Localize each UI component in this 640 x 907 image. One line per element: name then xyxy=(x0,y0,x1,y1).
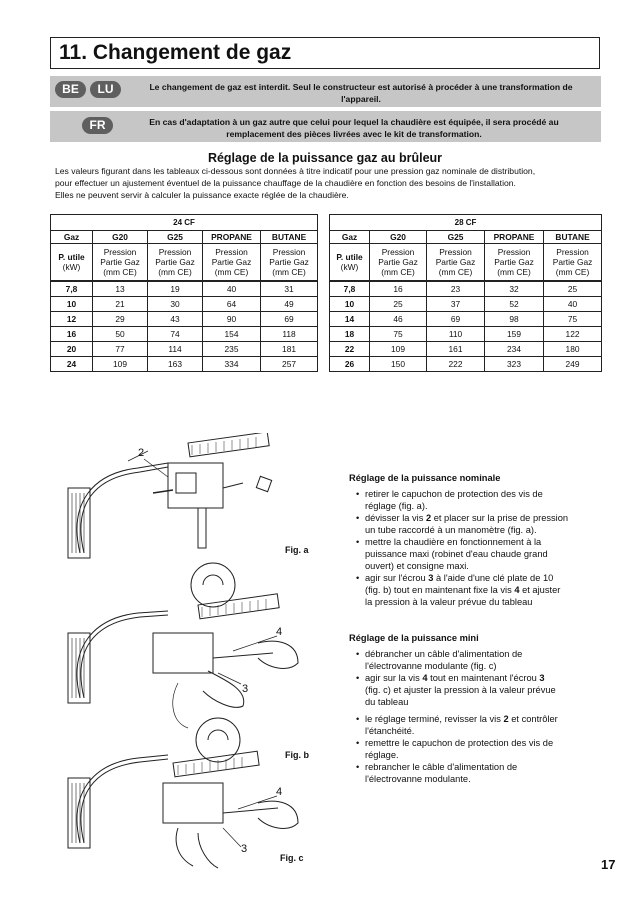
table-unit-row: P. utile (kW) Pression Partie Gaz (mm CE) Pression Partie Gaz (mm CE) Pression Partie Gaz (mm CE) Pression Partie Gaz (mm CE) xyxy=(51,244,318,282)
table-row: 7,8 13 19 40 31 xyxy=(51,281,318,297)
table-row: 10 21 30 64 49 xyxy=(51,297,318,312)
instruction-item: • agir sur la vis 4 tout en maintenant l'écrou 3 (fig. c) et ajuster la pression à la valeur prévue du tableau xyxy=(349,672,604,708)
callout-4-fig-b: 4 xyxy=(276,626,283,638)
callout-3-fig-c: 3 xyxy=(241,843,248,855)
instruction-item: • rebrancher le câble d'alimentation de l'électrovanne modulante. xyxy=(349,761,604,785)
table-row: 26 150 222 323 249 xyxy=(330,357,602,372)
note-fr-text: En cas d'adaptation à un gaz autre que celui pour lequel la chaudière est équipée, il sera procédé au remplacement des pièces livrées avec le kit de transformation. xyxy=(149,117,559,139)
instruction-item: • mettre la chaudière en fonctionnement à la puissance maxi (robinet d'eau chaude grand ouvert) et consigne maxi. xyxy=(349,536,604,572)
table-header-row: Gaz G20 G25 PROPANE BUTANE xyxy=(330,231,602,244)
section-intro: Les valeurs figurant dans les tableaux ci-dessous sont données à titre indicatif pour une pression gaz nominale de distribution, pour effectuer un ajustement éventuel de la puissance chauffage de la chaudière en fonction des besoins de l'installation. Elles ne peuvent servir à calculer la puissance exacte réglée de la chaudière. xyxy=(55,166,536,200)
badge-fr: FR xyxy=(82,117,113,134)
figure-b-label: Fig. b xyxy=(285,750,309,760)
table-row: 16 50 74 154 118 xyxy=(51,327,318,342)
figure-c-label: Fig. c xyxy=(280,853,304,863)
table-24cf xyxy=(50,214,318,372)
note-be-lu xyxy=(50,76,601,107)
section-title: Réglage de la puissance gaz au brûleur xyxy=(207,151,443,165)
final-list xyxy=(349,713,604,785)
figure-a-label: Fig. a xyxy=(285,545,309,555)
table-row: 14 46 69 98 75 xyxy=(330,312,602,327)
instruction-item: • dévisser la vis 2 et placer sur la prise de pression un tube raccordé à un manomètre (fig. a). xyxy=(349,512,604,536)
mini-list xyxy=(349,648,604,708)
table-row: 10 25 37 52 40 xyxy=(330,297,602,312)
table-28cf xyxy=(329,214,602,372)
instruction-item: • agir sur l'écrou 3 à l'aide d'une clé plate de 10 (fig. b) tout en maintenant fixe la vis 4 et ajuster la pression à la valeur prévue du tableau xyxy=(349,572,604,608)
badge-be: BE xyxy=(55,81,86,98)
nominal-title: Réglage de la puissance nominale xyxy=(349,473,501,483)
instruction-item: • retirer le capuchon de protection des vis de réglage (fig. a). xyxy=(349,488,604,512)
table-row: 20 77 114 235 181 xyxy=(51,342,318,357)
mini-title: Réglage de la puissance mini xyxy=(349,633,479,643)
adjustment-illustrations xyxy=(58,433,328,873)
table-row: 18 75 110 159 122 xyxy=(330,327,602,342)
note-be-text: Le changement de gaz est interdit. Seul le constructeur est autorisé à procéder à une transformation de l'appareil. xyxy=(149,82,573,104)
table-model: 28 CF xyxy=(330,215,602,231)
table-row: 7,8 16 23 32 25 xyxy=(330,281,602,297)
page-number: 17 xyxy=(601,857,616,872)
page-title-box xyxy=(50,37,600,69)
page-title: 11. Changement de gaz xyxy=(59,41,292,64)
table-model: 24 CF xyxy=(51,215,318,231)
figure-a-drawing xyxy=(68,433,272,558)
table-row: 22 109 161 234 180 xyxy=(330,342,602,357)
instruction-item: • remettre le capuchon de protection des vis de réglage. xyxy=(349,737,604,761)
note-fr xyxy=(50,111,601,142)
callout-2-fig-a: 2 xyxy=(138,447,145,459)
instruction-item: • le réglage terminé, revisser la vis 2 et contrôler l'étanchéité. xyxy=(349,713,604,737)
nominal-section xyxy=(349,472,604,608)
callout-3-fig-b: 3 xyxy=(242,683,249,695)
table-row: 24 109 163 334 257 xyxy=(51,357,318,372)
badge-lu: LU xyxy=(90,81,121,98)
table-row: 12 29 43 90 69 xyxy=(51,312,318,327)
callout-4-fig-c: 4 xyxy=(276,786,283,798)
table-header-row: Gaz G20 G25 PROPANE BUTANE xyxy=(51,231,318,244)
instruction-item: • débrancher un câble d'alimentation de l'électrovanne modulante (fig. c) xyxy=(349,648,604,672)
figure-c-drawing xyxy=(68,718,298,868)
figure-b-drawing xyxy=(68,563,298,728)
nominal-list xyxy=(349,488,604,608)
mini-section xyxy=(349,632,604,785)
table-unit-row: P. utile (kW) Pression Partie Gaz (mm CE) Pression Partie Gaz (mm CE) Pression Partie Gaz (mm CE) Pression Partie Gaz (mm CE) xyxy=(330,244,602,282)
